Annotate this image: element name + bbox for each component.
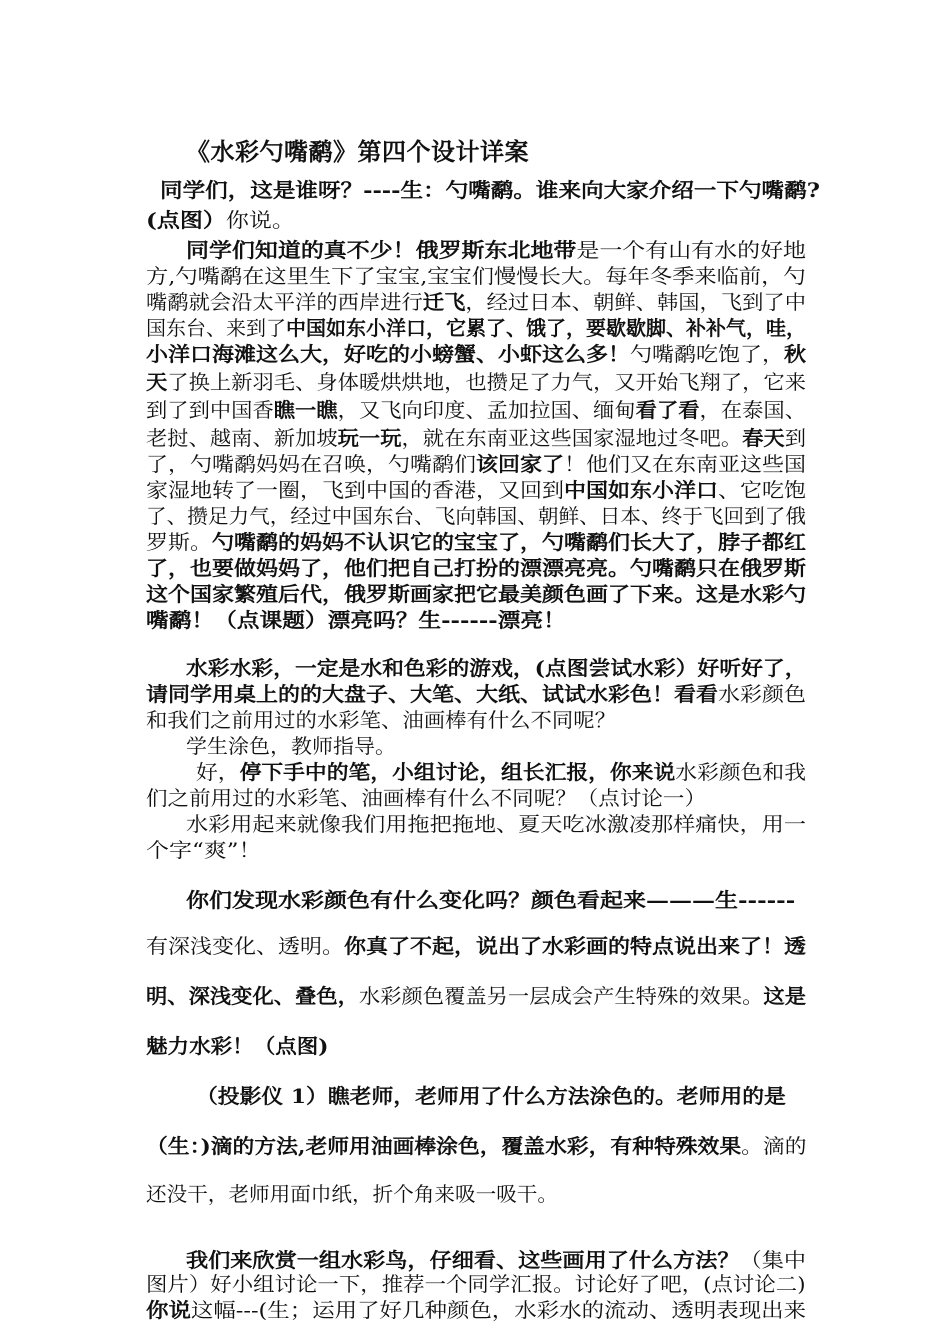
- text-line: [146, 1032, 329, 1060]
- text-line: [146, 476, 806, 504]
- text-line: [146, 206, 295, 234]
- bold-text: 秋: [784, 342, 806, 366]
- bold-text: 嘴鹬！（点课题）漂亮吗？生------漂亮！: [146, 608, 566, 632]
- bold-text: 勺嘴鹬的妈妈不认识它的宝宝了，勺嘴鹬们长大了，脖子都红: [212, 530, 806, 554]
- bold-text: 了，也要做妈妈了，他们把自己打扮的漂漂亮亮。勺嘴鹬只在俄罗斯: [146, 556, 806, 580]
- text: 老挝、越南、新加坡: [146, 426, 338, 450]
- text: 你说。: [225, 208, 295, 232]
- text: 有深浅变化、透明。: [146, 934, 344, 958]
- text-line: [146, 424, 806, 452]
- text: 了换上新羽毛、身体暖烘烘地，也攒足了力气，又开始飞翔了，它来: [167, 370, 807, 394]
- bold-text: 同学们知道的真不少！俄罗斯东北地带: [186, 238, 577, 262]
- text: 家湿地转了一圈，飞到中国的香港，又回到: [146, 478, 564, 502]
- text-line: [196, 758, 806, 786]
- text: 水彩颜色: [718, 682, 806, 706]
- bold-text: 我们来欣赏一组水彩鸟，仔细看、这些画用了什么方法？: [186, 1248, 740, 1272]
- text-line: [146, 1296, 806, 1324]
- text-line: [186, 654, 807, 682]
- text: ，就在东南亚这些国家湿地过冬吧。: [401, 426, 743, 450]
- text: 是一个有山有水的好地: [576, 238, 806, 262]
- bold-text: (点图）: [146, 208, 226, 232]
- text: 们之前用过的水彩笔、油画棒有什么不同呢？（点讨论一）: [146, 786, 706, 810]
- text: ，又飞向印度、孟加拉国、缅甸: [337, 398, 636, 422]
- bold-text: 看了看: [635, 398, 700, 422]
- text-line: [146, 1180, 558, 1208]
- text-line: [186, 810, 806, 838]
- bold-text: 该回家了: [476, 452, 564, 476]
- text-line: [146, 836, 262, 864]
- text: 水彩用起来就像我们用拖把拖地、夏天吃冰激凌那样痛快，用一: [186, 812, 806, 836]
- text: 图片）好小组讨论一下，推荐一个同学汇报。讨论好了吧，(点讨论二): [146, 1272, 806, 1296]
- text: 水彩颜色和我: [675, 760, 806, 784]
- text-line: [146, 982, 806, 1010]
- bold-text: 玩一玩: [337, 426, 402, 450]
- bold-text: （生：)滴的方法,老师用油画棒涂色，覆盖水彩，有种特殊效果: [146, 1134, 742, 1158]
- text-line: [186, 732, 396, 760]
- text: 这幅---(生；运用了好几种颜色，水彩水的流动、透明表现出来: [190, 1298, 807, 1322]
- bold-text: 同学们，这是谁呀？----生：勺嘴鹬。谁来向大家介绍一下勺嘴鹬?: [160, 178, 820, 202]
- text: 个字“爽”！: [146, 838, 262, 862]
- bold-text: 魅力水彩！（点图): [146, 1034, 329, 1058]
- text: 。滴的: [741, 1134, 807, 1158]
- text: 国东台、来到了: [146, 316, 286, 340]
- text-line: [146, 1270, 806, 1298]
- bold-text: 停下手中的笔，小组讨论，组长汇报，你来说: [239, 760, 676, 784]
- text-line: [146, 450, 806, 478]
- text: ，在泰国、: [699, 398, 807, 422]
- bold-text: 你说: [146, 1298, 191, 1322]
- text: 了，勺嘴鹬妈妈在召唤，勺嘴鹬们: [146, 452, 476, 476]
- bold-text: 你真了不起，说出了水彩画的特点说出来了！透: [344, 934, 806, 958]
- text: 方,勺嘴鹬在这里生下了宝宝,宝宝们慢慢长大。每年冬季来临前，勺: [146, 264, 806, 288]
- text: （集中: [739, 1248, 806, 1272]
- bold-text: 这个国家繁殖后代，俄罗斯画家把它最美颜色画了下来。这是水彩勺: [146, 582, 806, 606]
- text: ！他们又在东南亚这些国: [564, 452, 806, 476]
- text: 、它吃饱: [718, 478, 806, 502]
- text: 嘴鹬就会沿太平洋的西岸进行: [146, 290, 423, 314]
- text-line: [146, 932, 806, 960]
- bold-text: 水彩水彩，一定是水和色彩的游戏，(点图尝试水彩）好听好了，: [186, 656, 807, 680]
- text-line: [160, 176, 820, 204]
- text-line: [146, 606, 566, 634]
- bold-text: 迁飞: [422, 290, 466, 314]
- bold-text: 中国如东小洋口: [564, 478, 718, 502]
- text-line: [146, 262, 806, 290]
- text-line: [146, 288, 806, 316]
- text: 好，: [196, 760, 240, 784]
- text: 到: [784, 426, 807, 450]
- bold-text: （投影仪 1）瞧老师，老师用了什么方法涂色的。老师用的是: [196, 1084, 786, 1108]
- text-line: [146, 580, 806, 608]
- text-line: [186, 236, 806, 264]
- bold-text: 明、深浅变化、叠色，: [146, 984, 359, 1008]
- text: 勺嘴鹬吃饱了，: [630, 342, 784, 366]
- bold-text: 中国如东小洋口，它累了、饿了，要歇歇脚、补补气，哇，: [286, 316, 806, 340]
- text-line: [146, 340, 806, 368]
- text: ，经过日本、朝鲜、韩国，飞到了中: [465, 290, 807, 314]
- bold-text: 瞧一瞧: [273, 398, 338, 422]
- text: 到了到中国香: [146, 398, 274, 422]
- text-line: [146, 680, 806, 708]
- bold-text: 这是: [763, 984, 807, 1008]
- text-line: [196, 1082, 786, 1110]
- bold-text: 请同学用桌上的的大盘子、大笔、大纸、试试水彩色！看看: [146, 682, 718, 706]
- text-line: [146, 528, 806, 556]
- text-line: [146, 784, 706, 812]
- text-line: [146, 1132, 806, 1160]
- text-line: [146, 502, 806, 530]
- text: 和我们之前用过的水彩笔、油画棒有什么不同呢？: [146, 708, 616, 732]
- text-line: [146, 706, 616, 734]
- text: 水彩颜色覆盖另一层成会产生特殊的效果。: [358, 984, 764, 1008]
- text-line: [186, 886, 795, 914]
- text: 罗斯。: [146, 530, 212, 554]
- text: 了、攒足力气，经过中国东台、飞向韩国、朝鲜、日本、终于飞回到了俄: [146, 504, 806, 528]
- bold-text: 春天: [742, 426, 785, 450]
- text-line: [146, 396, 806, 424]
- bold-text: 你们发现水彩颜色有什么变化吗？颜色看起来———生------: [186, 888, 796, 912]
- bold-text: 天: [146, 370, 168, 394]
- text-line: [146, 368, 806, 396]
- text-line: [146, 314, 806, 342]
- text-line: [146, 554, 806, 582]
- document-title: 《水彩勺嘴鹬》第四个设计详案: [186, 137, 529, 166]
- text: 学生涂色，教师指导。: [186, 734, 396, 758]
- bold-text: 小洋口海滩这么大，好吃的小螃蟹、小虾这么多！: [146, 342, 630, 366]
- text: 还没干，老师用面巾纸，折个角来吸一吸干。: [146, 1182, 558, 1206]
